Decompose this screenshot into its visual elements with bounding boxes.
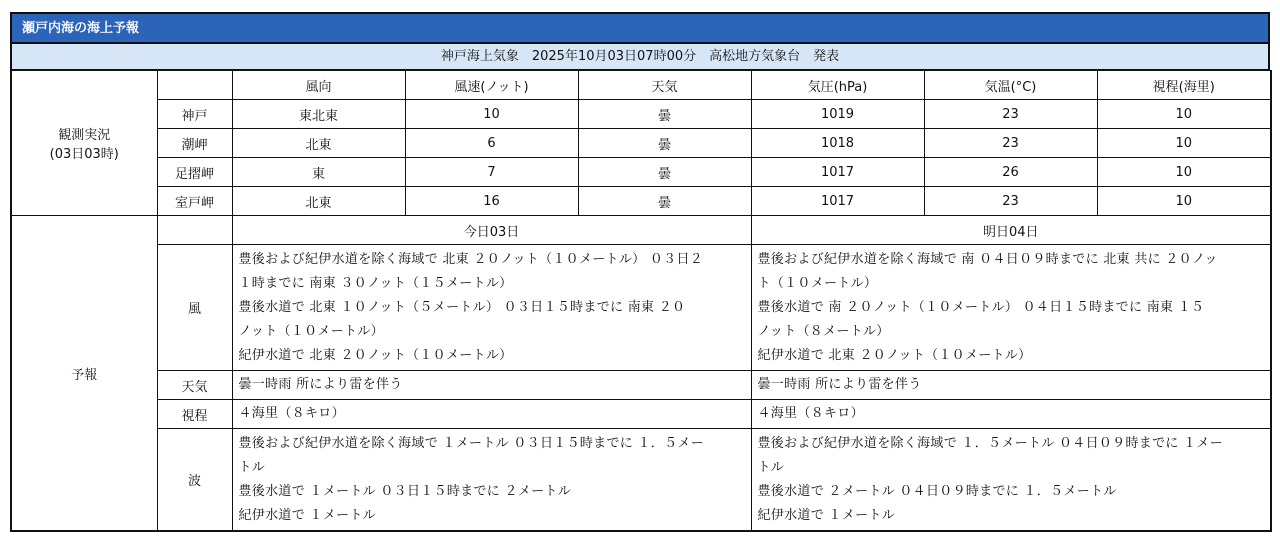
- forecast-day2-header: 明日04日: [751, 216, 1271, 245]
- station-name: 潮岬: [157, 129, 232, 158]
- text-line: トル: [238, 460, 266, 475]
- cell-visibility: 10: [1097, 129, 1271, 158]
- text-line: ノット（１０メートル）: [238, 324, 384, 339]
- station-name: 室戸岬: [157, 187, 232, 216]
- cell-visibility: 10: [1097, 158, 1271, 187]
- cell-wind-speed: 16: [405, 187, 578, 216]
- observation-label-line2: (03日03時): [49, 147, 119, 162]
- cell-wind-speed: 7: [405, 158, 578, 187]
- cell-visibility: 10: [1097, 100, 1271, 129]
- cell-wind-speed: 10: [405, 100, 578, 129]
- header-visibility: 視程(海里): [1097, 71, 1271, 100]
- forecast-visibility-row: [11, 400, 1271, 429]
- table-row: [11, 100, 1271, 129]
- table-row: [11, 158, 1271, 187]
- table-row: [11, 187, 1271, 216]
- cell-temperature: 23: [924, 129, 1097, 158]
- wind-day2-text: [751, 245, 1271, 371]
- text-line: 豊後および紀伊水道を除く海域で 南 ０４日０９時までに 北東 共に ２０ノッ: [757, 252, 1218, 267]
- cell-wind-speed: 6: [405, 129, 578, 158]
- wave-label: 波: [157, 429, 232, 532]
- forecast-wave-row: [11, 429, 1271, 532]
- cell-temperature: 23: [924, 187, 1097, 216]
- text-line: 豊後水道で 南 ２０ノット（１０メートル） ０４日１５時までに 南東 １５: [757, 300, 1205, 315]
- panel-title: 瀬戸内海の海上予報: [10, 12, 1270, 42]
- forecast-day-header-row: [11, 216, 1271, 245]
- cell-weather: 曇: [578, 100, 751, 129]
- wind-day1-text: [232, 245, 751, 371]
- table-row: [11, 129, 1271, 158]
- text-line: トル: [757, 460, 785, 475]
- wind-label: 風: [157, 245, 232, 371]
- header-pressure: 気圧(hPa): [751, 71, 924, 100]
- cell-wind-direction: 北東: [232, 187, 405, 216]
- wave-day2-text: [751, 429, 1271, 532]
- visibility-day2-text: ４海里（８キロ）: [751, 400, 1271, 429]
- cell-pressure: 1017: [751, 187, 924, 216]
- text-line: 豊後水道で ２メートル ０４日０９時までに １．５メートル: [757, 484, 1117, 499]
- wave-day1-text: [232, 429, 751, 532]
- header-wind-direction: 風向: [232, 71, 405, 100]
- cell-visibility: 10: [1097, 187, 1271, 216]
- cell-wind-direction: 北東: [232, 129, 405, 158]
- forecast-table: [10, 70, 1272, 532]
- visibility-label: 視程: [157, 400, 232, 429]
- text-line: １時までに 南東 ３０ノット（１５メートル）: [238, 276, 513, 291]
- corner-cell: [157, 216, 232, 245]
- cell-weather: 曇: [578, 187, 751, 216]
- observation-header-row: [11, 71, 1271, 100]
- text-line: ト（１０メートル）: [757, 276, 878, 291]
- cell-wind-direction: 東北東: [232, 100, 405, 129]
- station-name: 足摺岬: [157, 158, 232, 187]
- header-weather: 天気: [578, 71, 751, 100]
- weather-day2-text: 曇一時雨 所により雷を伴う: [751, 371, 1271, 400]
- text-line: 豊後水道で １メートル ０３日１５時までに ２メートル: [238, 484, 571, 499]
- cell-pressure: 1017: [751, 158, 924, 187]
- forecast-wind-row: [11, 245, 1271, 371]
- text-line: 豊後および紀伊水道を除く海域で 北東 ２０ノット（１０メートル） ０３日２: [238, 252, 704, 267]
- cell-weather: 曇: [578, 158, 751, 187]
- text-line: 豊後および紀伊水道を除く海域で １．５メートル ０４日０９時までに １メー: [757, 436, 1223, 451]
- text-line: 紀伊水道で 北東 ２０ノット（１０メートル）: [757, 348, 1032, 363]
- text-line: 紀伊水道で １メートル: [757, 508, 895, 523]
- text-line: 豊後および紀伊水道を除く海域で １メートル ０３日１５時までに １．５メー: [238, 436, 704, 451]
- weather-day1-text: 曇一時雨 所により雷を伴う: [232, 371, 751, 400]
- cell-temperature: 26: [924, 158, 1097, 187]
- corner-cell: [157, 71, 232, 100]
- cell-weather: 曇: [578, 129, 751, 158]
- visibility-day1-text: ４海里（８キロ）: [232, 400, 751, 429]
- header-temperature: 気温(°C): [924, 71, 1097, 100]
- cell-wind-direction: 東: [232, 158, 405, 187]
- weather-label: 天気: [157, 371, 232, 400]
- forecast-label: 予報: [11, 216, 157, 532]
- forecast-day1-header: 今日03日: [232, 216, 751, 245]
- marine-forecast-panel: [10, 12, 1270, 532]
- text-line: 豊後水道で 北東 １０ノット（５メートル） ０３日１５時までに 南東 ２０: [238, 300, 686, 315]
- text-line: 紀伊水道で １メートル: [238, 508, 376, 523]
- issue-info: 神戸海上気象 2025年10月03日07時00分 高松地方気象台 発表: [10, 42, 1270, 70]
- cell-pressure: 1019: [751, 100, 924, 129]
- header-wind-speed: 風速(ノット): [405, 71, 578, 100]
- forecast-weather-row: [11, 371, 1271, 400]
- cell-temperature: 23: [924, 100, 1097, 129]
- observation-label: [11, 71, 157, 216]
- text-line: ノット（８メートル）: [757, 324, 890, 339]
- observation-label-line1: 観測実況: [58, 128, 111, 143]
- cell-pressure: 1018: [751, 129, 924, 158]
- station-name: 神戸: [157, 100, 232, 129]
- text-line: 紀伊水道で 北東 ２０ノット（１０メートル）: [238, 348, 513, 363]
